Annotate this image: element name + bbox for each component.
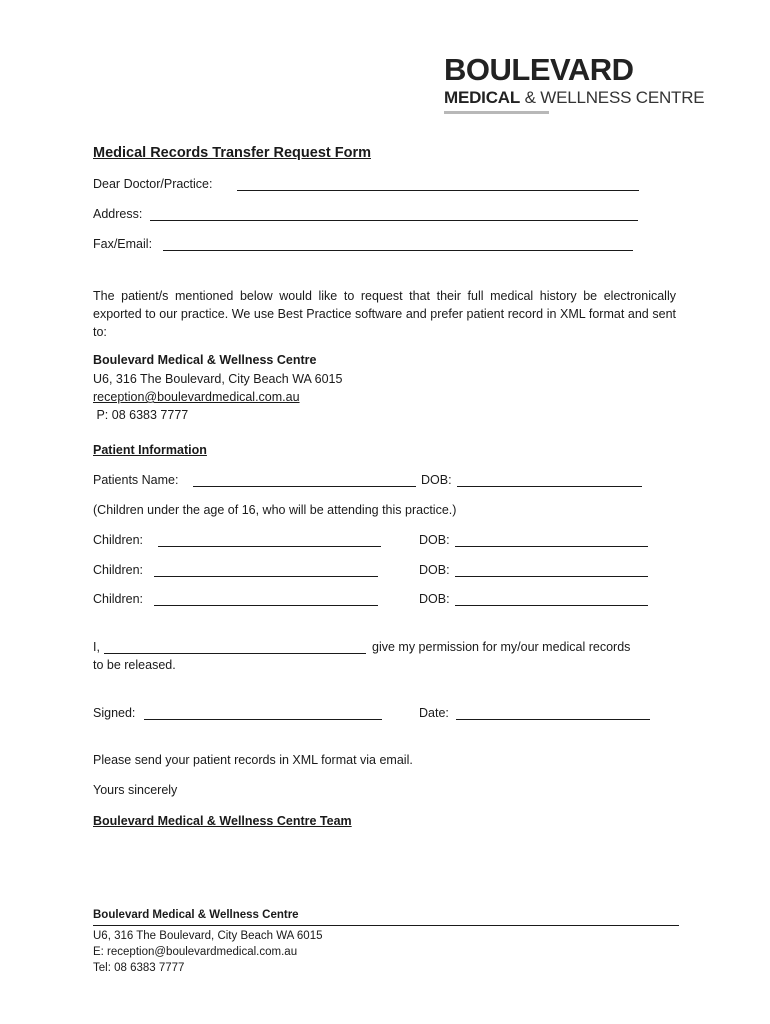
practice-email-link[interactable]: reception@boulevardmedical.com.au (93, 390, 300, 404)
child-3-dob-label: DOB: (419, 592, 450, 606)
logo-underline-bar (444, 111, 549, 114)
fax-email-field[interactable] (163, 250, 633, 251)
practice-address: U6, 316 The Boulevard, City Beach WA 6015 (93, 372, 343, 386)
footer-address: U6, 316 The Boulevard, City Beach WA 6015 (93, 930, 323, 942)
permission-prefix: I, (93, 640, 100, 654)
address-field[interactable] (150, 220, 638, 221)
date-field[interactable] (456, 719, 650, 720)
children-note: (Children under the age of 16, who will be attending this practice.) (93, 503, 457, 517)
permission-name-field[interactable] (104, 653, 366, 654)
child-3-label: Children: (93, 592, 144, 606)
patient-dob-field[interactable] (457, 486, 642, 487)
child-1-label: Children: (93, 533, 144, 547)
dear-label: Dear Doctor/Practice: (93, 177, 213, 191)
child-2-field[interactable] (154, 576, 378, 577)
patient-dob-label: DOB: (421, 473, 452, 487)
footer-email: E: reception@boulevardmedical.com.au (93, 946, 298, 958)
child-3-field[interactable] (154, 605, 378, 606)
child-2-dob-field[interactable] (455, 576, 648, 577)
send-note: Please send your patient records in XML format via email. (93, 753, 413, 767)
logo-subtitle (444, 89, 704, 106)
child-3-dob-field[interactable] (455, 605, 648, 606)
footer-divider (93, 925, 679, 926)
footer-name: Boulevard Medical & Wellness Centre (93, 909, 299, 921)
logo-sub-rest: & WELLNESS CENTRE (520, 88, 705, 107)
child-1-dob-field[interactable] (455, 546, 648, 547)
footer-tel: Tel: 08 6383 7777 (93, 962, 185, 974)
practice-phone: P: 08 6383 7777 (93, 408, 189, 422)
child-2-label: Children: (93, 563, 144, 577)
signature-field[interactable] (144, 719, 382, 720)
permission-line2: to be released. (93, 658, 176, 672)
team-signature: Boulevard Medical & Wellness Centre Team (93, 814, 352, 828)
logo-wordmark: BOULEVARD (444, 52, 634, 87)
permission-suffix: give my permission for my/our medical records (372, 640, 631, 654)
child-1-dob-label: DOB: (419, 533, 450, 547)
address-label: Address: (93, 207, 143, 221)
form-title: Medical Records Transfer Request Form (93, 145, 371, 161)
patient-info-heading: Patient Information (93, 443, 207, 457)
patients-name-field[interactable] (193, 486, 416, 487)
fax-label: Fax/Email: (93, 237, 153, 251)
date-label: Date: (419, 706, 449, 720)
logo-sub-bold: MEDICAL (444, 88, 521, 107)
child-2-dob-label: DOB: (419, 563, 450, 577)
signed-label: Signed: (93, 706, 136, 720)
closing-text: Yours sincerely (93, 783, 178, 797)
dear-field[interactable] (237, 190, 639, 191)
practice-name: Boulevard Medical & Wellness Centre (93, 353, 317, 367)
intro-paragraph: The patient/s mentioned below would like to request that their full medical history be electronically exported to our practice. We use Best Practice software and prefer patient record in XML format and sent to: (93, 289, 676, 339)
patients-name-label: Patients Name: (93, 473, 179, 487)
child-1-field[interactable] (158, 546, 381, 547)
